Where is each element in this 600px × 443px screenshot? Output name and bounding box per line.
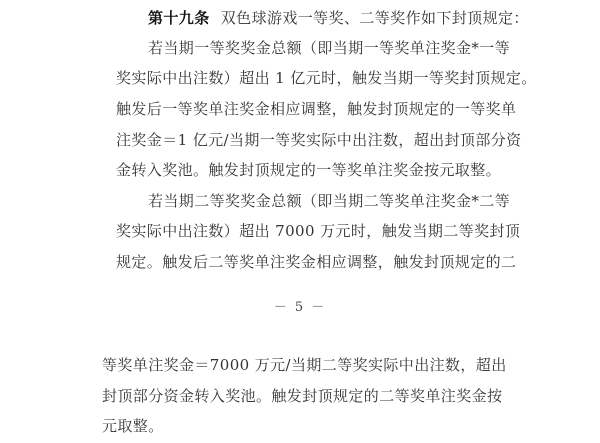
para1-line-5: 金转入奖池。触发封顶规定的一等奖单注奖金按元取整。	[116, 161, 502, 179]
article-heading-line	[148, 8, 529, 28]
para2-continued-line-2: 封顶部分资金转入奖池。触发封顶规定的二等奖单注奖金按	[102, 387, 503, 405]
para1-line-2: 奖实际中出注数）超出 1 亿元时，触发当期一等奖封顶规定。	[116, 69, 537, 87]
article-number: 第十九条	[148, 9, 210, 27]
para2-continued-line-1: 等奖单注奖金＝7000 万元/当期二等奖实际中出注数，超出	[102, 356, 507, 374]
para1-line-3: 触发后一等奖单注奖金相应调整，触发封顶规定的一等奖单	[116, 100, 517, 118]
para2-line-2: 奖实际中出注数）超出 7000 万元时，触发当期二等奖封顶	[116, 222, 521, 240]
article-intro: 双色球游戏一等奖、二等奖作如下封顶规定：	[220, 9, 529, 27]
para2-line-1: 若当期二等奖奖金总额（即当期二等奖单注奖金*二等	[148, 192, 511, 210]
para1-line-4: 注奖金＝1 亿元/当期一等奖实际中出注数，超出封顶部分资	[116, 131, 522, 149]
para1-line-1: 若当期一等奖奖金总额（即当期一等奖单注奖金*一等	[148, 39, 511, 57]
para2-continued-line-3: 元取整。	[102, 417, 164, 435]
para2-line-3: 规定。触发后二等奖单注奖金相应调整，触发封顶规定的二	[116, 253, 517, 271]
page-number: － 5 －	[273, 300, 327, 315]
